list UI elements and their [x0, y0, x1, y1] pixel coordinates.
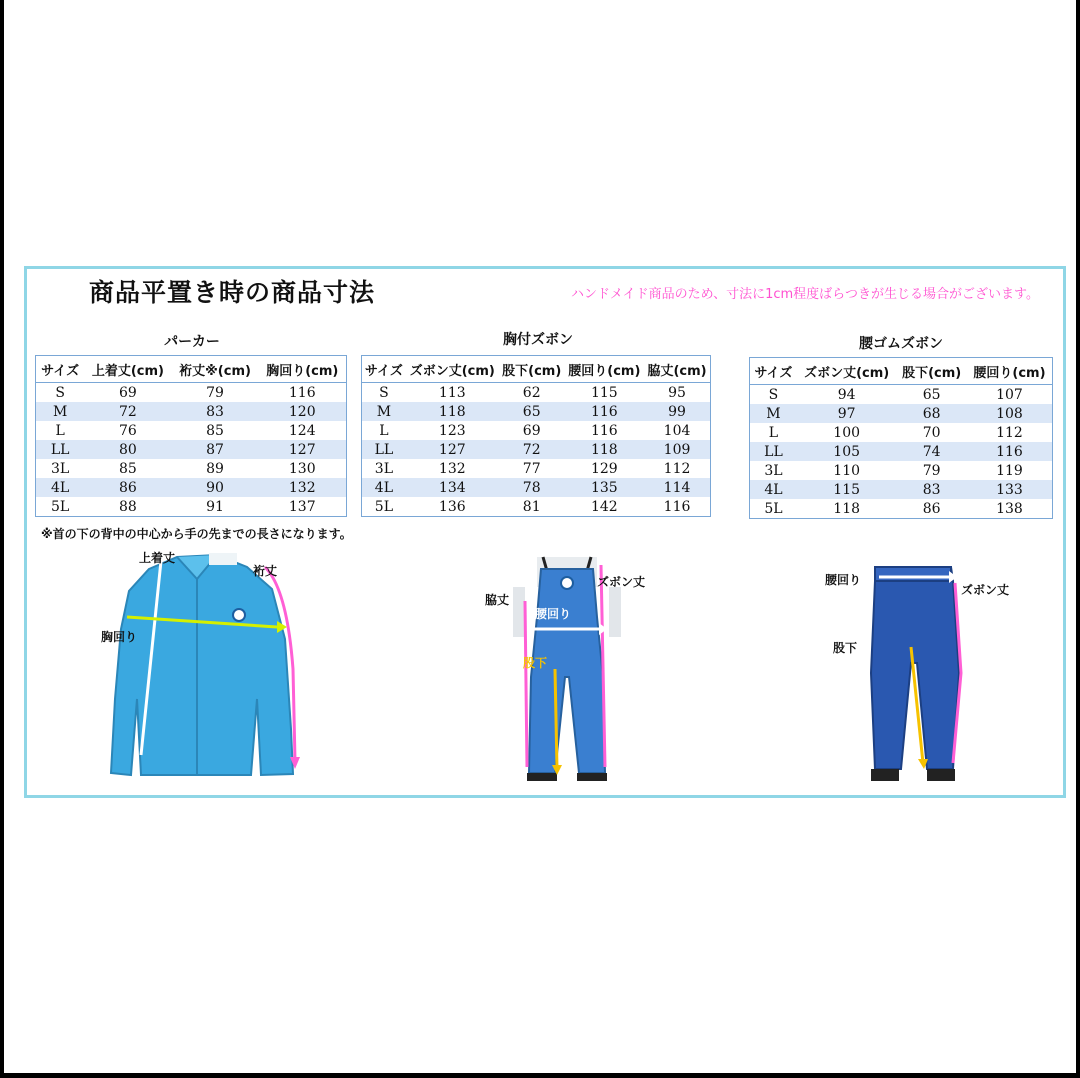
measurement-cell: 116	[259, 383, 347, 403]
table-row	[362, 421, 711, 440]
size-cell: 5L	[36, 497, 85, 517]
measurement-cell: 81	[499, 497, 565, 517]
measurement-cell: 87	[172, 440, 259, 459]
measurement-cell: 115	[797, 480, 897, 499]
measurement-cell: 100	[797, 423, 897, 442]
measurement-cell: 124	[259, 421, 347, 440]
measurement-cell: 113	[406, 383, 499, 403]
table-row	[36, 440, 347, 459]
label-sleeve-length: 裄丈	[253, 564, 278, 578]
measurement-cell: 79	[172, 383, 259, 403]
measurement-cell: 133	[967, 480, 1053, 499]
label-elastic-waist: 腰回り	[825, 573, 862, 587]
table-header-row	[362, 356, 711, 383]
column-header: 脇丈(cm)	[644, 356, 710, 383]
size-cell: L	[36, 421, 85, 440]
measurement-cell: 118	[565, 440, 644, 459]
size-cell: S	[362, 383, 406, 403]
table-row	[36, 383, 347, 403]
measurement-cell: 91	[172, 497, 259, 517]
label-jacket-length: 上着丈	[139, 551, 176, 565]
size-cell: M	[36, 402, 85, 421]
measurement-cell: 78	[499, 478, 565, 497]
size-cell: S	[750, 385, 797, 405]
label-side-length: 脇丈	[485, 593, 510, 607]
measurement-cell: 136	[406, 497, 499, 517]
size-cell: M	[362, 402, 406, 421]
measurement-cell: 72	[499, 440, 565, 459]
measurement-cell: 70	[896, 423, 966, 442]
measurement-cell: 68	[896, 404, 966, 423]
measurement-cell: 83	[172, 402, 259, 421]
size-cell: LL	[750, 442, 797, 461]
measurement-cell: 132	[259, 478, 347, 497]
measurement-cell: 99	[644, 402, 710, 421]
label-bib-waist: 腰回り	[535, 607, 572, 621]
table-title-parka: パーカー	[164, 334, 220, 350]
size-cell: L	[750, 423, 797, 442]
measurement-cell: 118	[406, 402, 499, 421]
table-title-bib-pants: 胸付ズボン	[503, 332, 573, 348]
table-row	[36, 459, 347, 478]
measurement-cell: 85	[172, 421, 259, 440]
size-cell: 3L	[362, 459, 406, 478]
label-elastic-inseam: 股下	[833, 641, 858, 655]
measurement-cell: 65	[896, 385, 966, 405]
column-header: 胸回り(cm)	[259, 356, 347, 383]
column-header: 裄丈※(cm)	[172, 356, 259, 383]
column-header: 上着丈(cm)	[84, 356, 171, 383]
table-row	[750, 385, 1053, 405]
image-canvas	[4, 0, 1076, 1073]
measurement-cell: 69	[499, 421, 565, 440]
column-header: 腰回り(cm)	[967, 358, 1053, 385]
measurement-cell: 138	[967, 499, 1053, 519]
size-cell: 4L	[36, 478, 85, 497]
table-row	[36, 478, 347, 497]
table-row	[362, 478, 711, 497]
label-elastic-pants-length: ズボン丈	[961, 583, 1010, 597]
measurement-cell: 116	[644, 497, 710, 517]
measurement-cell: 116	[565, 402, 644, 421]
column-header: 股下(cm)	[499, 356, 565, 383]
table-row	[362, 459, 711, 478]
column-header: ズボン丈(cm)	[406, 356, 499, 383]
table-header-row	[36, 356, 347, 383]
measurement-cell: 62	[499, 383, 565, 403]
size-cell: 4L	[750, 480, 797, 499]
measurement-cell: 72	[84, 402, 171, 421]
table-header-row	[750, 358, 1053, 385]
measurement-cell: 80	[84, 440, 171, 459]
measurement-cell: 65	[499, 402, 565, 421]
measurement-cell: 120	[259, 402, 347, 421]
measurement-cell: 104	[644, 421, 710, 440]
column-header: 腰回り(cm)	[565, 356, 644, 383]
column-header: サイズ	[750, 358, 797, 385]
table-title-elastic-pants: 腰ゴムズボン	[859, 336, 943, 352]
measurement-cell: 118	[797, 499, 897, 519]
measurement-cell: 97	[797, 404, 897, 423]
measurement-cell: 74	[896, 442, 966, 461]
column-header: 股下(cm)	[896, 358, 966, 385]
measurement-cell: 88	[84, 497, 171, 517]
measurement-cell: 127	[406, 440, 499, 459]
size-cell: 4L	[362, 478, 406, 497]
table-row	[750, 461, 1053, 480]
size-cell: 3L	[750, 461, 797, 480]
measurement-cell: 94	[797, 385, 897, 405]
measurement-cell: 108	[967, 404, 1053, 423]
measurement-cell: 110	[797, 461, 897, 480]
measurement-cell: 89	[172, 459, 259, 478]
table-row	[36, 421, 347, 440]
elastic-pants-illustration	[865, 563, 965, 785]
measurement-cell: 119	[967, 461, 1053, 480]
table-row	[750, 404, 1053, 423]
size-cell: S	[36, 383, 85, 403]
table-row	[362, 440, 711, 459]
measurement-cell: 135	[565, 478, 644, 497]
measurement-cell: 134	[406, 478, 499, 497]
measurement-cell: 107	[967, 385, 1053, 405]
measurement-cell: 130	[259, 459, 347, 478]
table-row	[36, 402, 347, 421]
measurement-cell: 115	[565, 383, 644, 403]
size-table-bib-pants	[361, 355, 711, 517]
measurement-cell: 86	[84, 478, 171, 497]
handmade-note: ハンドメイド商品のため、寸法に1cm程度ばらつきが生じる場合がございます。	[570, 287, 1039, 302]
size-cell: 5L	[750, 499, 797, 519]
size-cell: LL	[36, 440, 85, 459]
label-chest: 胸回り	[101, 630, 138, 644]
size-cell: LL	[362, 440, 406, 459]
column-header: サイズ	[362, 356, 406, 383]
measurement-cell: 85	[84, 459, 171, 478]
measurement-cell: 137	[259, 497, 347, 517]
size-table-elastic-pants	[749, 357, 1053, 519]
measurement-cell: 142	[565, 497, 644, 517]
table-row	[36, 497, 347, 517]
size-chart-panel	[24, 266, 1066, 798]
size-table-parka	[35, 355, 347, 517]
measurement-cell: 77	[499, 459, 565, 478]
measurement-cell: 109	[644, 440, 710, 459]
table-row	[750, 442, 1053, 461]
measurement-cell: 116	[565, 421, 644, 440]
measurement-cell: 129	[565, 459, 644, 478]
table-row	[750, 499, 1053, 519]
size-cell: 5L	[362, 497, 406, 517]
table-row	[362, 402, 711, 421]
parka-illustration	[97, 549, 297, 779]
measurement-cell: 105	[797, 442, 897, 461]
column-header: ズボン丈(cm)	[797, 358, 897, 385]
measurement-cell: 112	[967, 423, 1053, 442]
measurement-cell: 127	[259, 440, 347, 459]
size-cell: M	[750, 404, 797, 423]
measurement-cell: 79	[896, 461, 966, 480]
measurement-cell: 83	[896, 480, 966, 499]
table-row	[750, 480, 1053, 499]
measurement-cell: 123	[406, 421, 499, 440]
page-title: 商品平置き時の商品寸法	[89, 278, 376, 307]
label-bib-inseam: 股下	[523, 656, 548, 670]
table-row	[362, 497, 711, 517]
sleeve-footnote: ※首の下の背中の中心から手の先までの長さになります。	[41, 527, 352, 541]
size-cell: 3L	[36, 459, 85, 478]
table-row	[750, 423, 1053, 442]
label-bib-pants-length: ズボン丈	[597, 575, 646, 589]
size-cell: L	[362, 421, 406, 440]
measurement-cell: 90	[172, 478, 259, 497]
measurement-cell: 114	[644, 478, 710, 497]
table-row	[362, 383, 711, 403]
column-header: サイズ	[36, 356, 85, 383]
measurement-cell: 112	[644, 459, 710, 478]
measurement-cell: 69	[84, 383, 171, 403]
measurement-cell: 86	[896, 499, 966, 519]
measurement-cell: 116	[967, 442, 1053, 461]
measurement-cell: 76	[84, 421, 171, 440]
measurement-cell: 95	[644, 383, 710, 403]
measurement-cell: 132	[406, 459, 499, 478]
